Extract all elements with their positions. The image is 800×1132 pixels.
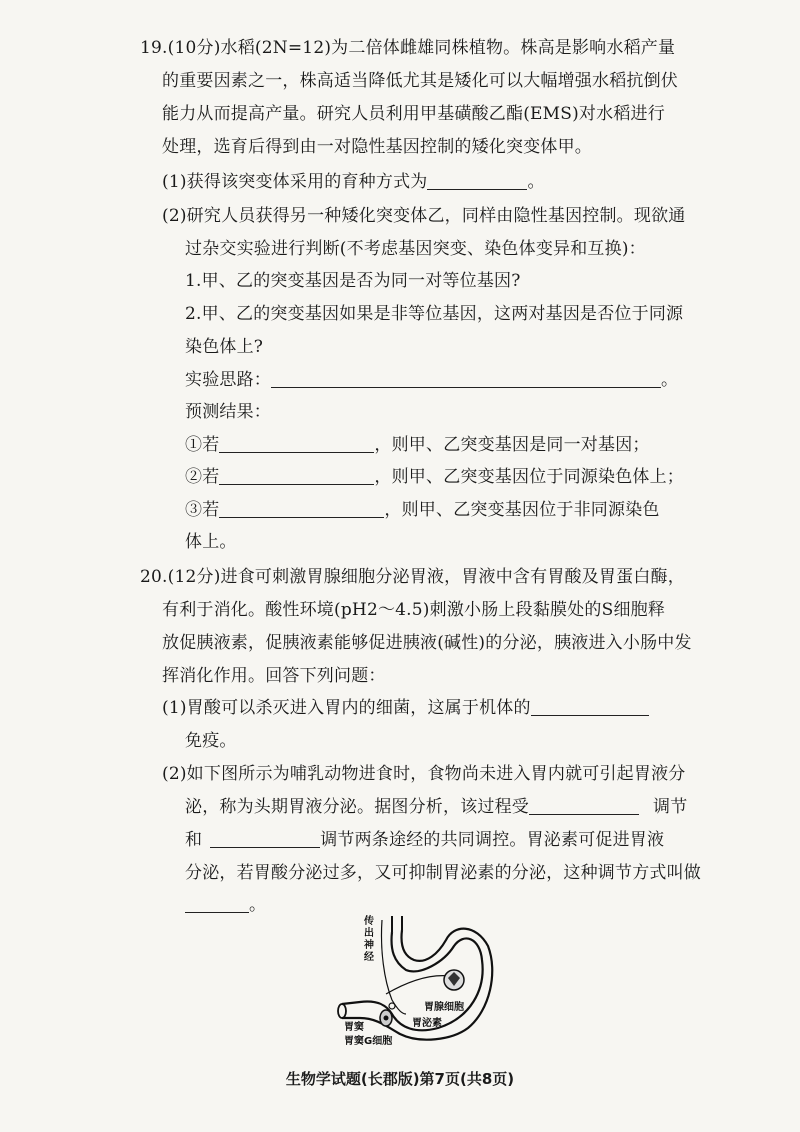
answer-blank[interactable] [219,434,374,453]
q20-part-2-line-1: (2)如下图所示为哺乳动物进食时，食物尚未进入胃内就可引起胃液分 [162,764,686,784]
q20-part-2-line-3 [185,829,664,851]
q19-line-4: 处理，选育后得到由一对隐性基因控制的矮化突变体甲。 [162,137,592,157]
q20-line-2: 有利于消化。酸性环境(pH2～4.5)刺激小肠上段黏膜处的S细胞释 [162,600,666,620]
q20-part-1-text: (1)胃酸可以杀灭进入胃内的细菌，这属于机体的 [162,698,531,718]
q20-part-2-line-2-text: 泌，称为头期胃液分泌。据图分析，该过程受 [185,797,529,817]
q19-sub-question-1: 1.甲、乙的突变基因是否为同一对等位基因? [185,271,521,291]
q19-sub-question-2-tail: 染色体上? [185,337,264,357]
label-efferent-nerve-3: 神 [364,940,374,951]
q20-part-1-tail: 免疫。 [185,731,237,751]
experiment-idea-end: 。 [661,370,679,390]
q20-part-2-line-2 [185,796,687,818]
q19-line-1: 19.(10分)水稻(2N=12)为二倍体雌雄同株植物。株高是影响水稻产量 [140,38,676,58]
label-efferent-nerve-1: 传 [364,916,374,927]
result-2-text: ，则甲、乙突变基因位于同源染色体上； [374,467,685,487]
experiment-idea-label: 实验思路： [185,370,271,390]
result-1-prefix: ①若 [185,435,220,455]
q20-part-2-line-3-pre: 和 [185,830,203,850]
q19-result-3 [185,499,660,521]
result-3-text: ，则甲、乙突变基因位于非同源染色 [384,500,660,520]
q19-line-3: 能力从而提高产量。研究人员利用甲基磺酸乙酯(EMS)对水稻进行 [162,104,665,124]
q20-part-2-line-4: 分泌，若胃酸分泌过多，又可抑制胃泌素的分泌，这种调节方式叫做 [185,863,701,883]
answer-blank[interactable] [210,829,320,848]
label-gastric-gland-cell: 胃腺细胞 [424,1002,464,1013]
label-efferent-nerve-4: 经 [364,952,374,963]
q20-line-3: 放促胰液素，促胰液素能够促进胰液(碱性)的分泌，胰液进入小肠中发 [162,633,692,653]
q19-result-2 [185,466,684,488]
q20-line-4: 挥消化作用。回答下列问题： [162,666,386,686]
result-1-text: ，则甲、乙突变基因是同一对基因； [374,435,650,455]
q20-part-1 [162,697,649,719]
q19-result-1 [185,434,650,456]
q19-result-3-tail: 体上。 [185,532,237,552]
esophagus [392,916,402,932]
q20-part-2-line-3-text: 调节两条途经的共同调控。胃泌素可促进胃液 [320,830,665,850]
g-cell-nucleus-icon [384,1016,389,1021]
label-antrum: 胃窦 [344,1022,364,1033]
page-footer: 生物学试题(长郡版)第7页(共8页) [285,1070,515,1088]
label-antrum-g-cell: 胃窦G细胞 [344,1036,393,1047]
q19-experiment-idea [185,369,678,391]
q20-part-2-line-2-post: 调节 [653,797,688,817]
q19-part-1 [162,171,545,193]
q19-sub-question-2: 2.甲、乙的突变基因如果是非等位基因，这两对基因是否位于同源 [185,304,684,324]
q19-part-2-line-1: (2)研究人员获得另一种矮化突变体乙，同样由隐性基因控制。现欲通 [162,206,686,226]
answer-blank[interactable] [271,369,661,388]
q19-part-1-text: (1)获得该突变体采用的育种方式为 [162,172,428,192]
answer-blank[interactable] [219,499,384,518]
duodenum-opening [338,1004,346,1018]
stomach-diagram [320,910,500,1050]
label-gastrin: 胃泌素 [412,1018,442,1029]
q20-part-2-line-5-end: 。 [249,895,267,915]
answer-blank[interactable] [529,796,639,815]
result-2-prefix: ②若 [185,467,220,487]
answer-blank[interactable] [219,466,374,485]
q20-line-1: 20.(12分)进食可刺激胃腺细胞分泌胃液，胃液中含有胃酸及胃蛋白酶， [140,567,685,587]
nerve-branch-line [386,976,450,994]
answer-blank[interactable] [427,171,527,190]
q19-predict-label: 预测结果： [185,402,271,422]
answer-blank[interactable] [185,894,249,913]
label-efferent-nerve-2: 出 [364,928,374,939]
nerve-ending-icon [389,1003,395,1009]
q19-part-1-end: 。 [527,172,545,192]
q19-part-2-line-2: 过杂交实验进行判断(不考虑基因突变、染色体变异和互换)： [185,239,646,259]
result-3-prefix: ③若 [185,500,220,520]
q19-line-2: 的重要因素之一，株高适当降低尤其是矮化可以大幅增强水稻抗倒伏 [162,71,678,91]
answer-blank[interactable] [531,697,649,716]
q20-part-2-line-5 [185,894,266,916]
